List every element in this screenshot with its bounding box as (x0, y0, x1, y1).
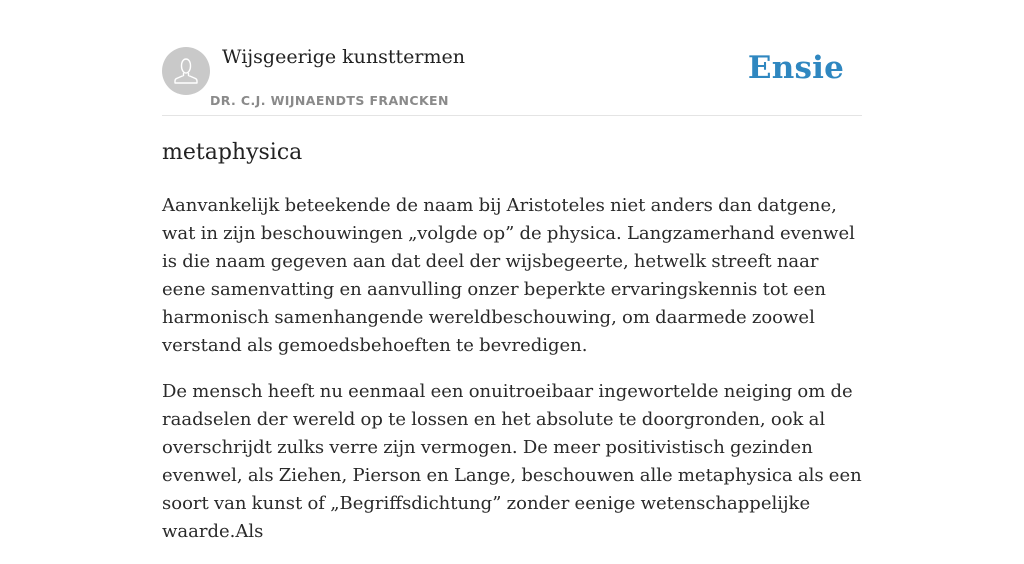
user-silhouette-icon (162, 47, 210, 95)
paragraph: Aanvankelijk beteekende de naam bij Aristoteles niet anders dan datgene, wat in zijn beschouwingen „volgde op” de physica. Langzamerhand evenwel is die naam gegeven aan dat deel der wijsbegeerte, hetwelk streeft naar eene samenvatting en aanvulling onzer beperkte ervaringskennis tot een harmonisch samenhangende wereldbeschouwing, om daarmede zoowel verstand als gemoedsbehoeften te bevredigen. (162, 195, 855, 356)
article-body (162, 192, 864, 564)
header (162, 40, 862, 116)
book-title[interactable]: Wijsgeerige kunsttermen (222, 46, 466, 68)
avatar[interactable] (162, 47, 210, 95)
author-name[interactable]: DR. C.J. WIJNAENDTS FRANCKEN (210, 93, 449, 108)
ensie-logo[interactable]: Ensie (747, 50, 844, 86)
entry-title: metaphysica (162, 140, 303, 165)
paragraph: De mensch heeft nu eenmaal een onuitroeibaar ingewortelde neiging om de raadselen der wereld op te lossen en het absolute te doorgronden, ook al overschrijdt zulks verre zijn vermogen. De meer positivistisch gezinden evenwel, als Ziehen, Pierson en Lange, beschouwen alle metaphysica als een soort van kunst of „Begriffsdichtung” zonder eenige wetenschappelijke waarde.Als (162, 381, 862, 542)
